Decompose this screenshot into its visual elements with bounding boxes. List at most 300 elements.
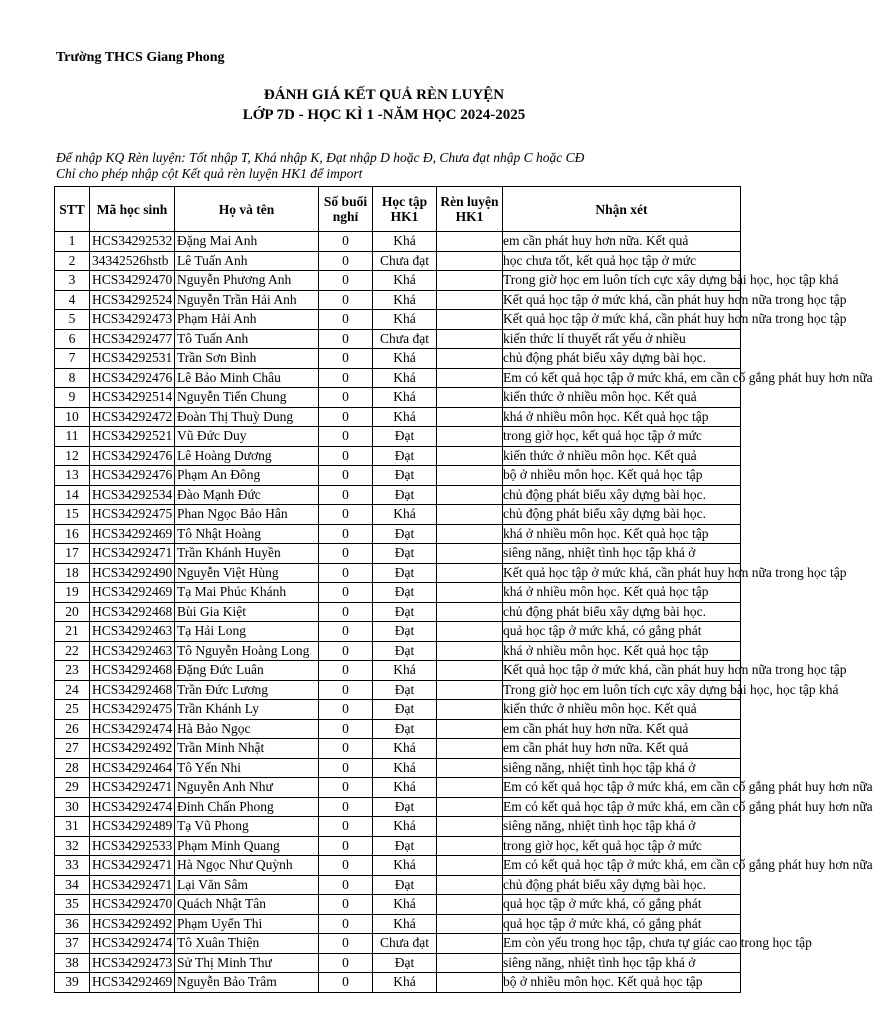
- row-stt: 20: [55, 602, 90, 622]
- row-full-name: Trần Khánh Ly: [175, 700, 319, 720]
- table-row: [55, 505, 741, 525]
- row-study-result: Khá: [373, 739, 437, 759]
- row-student-id: HCS34292489: [90, 817, 175, 837]
- row-conduct-input[interactable]: [437, 934, 503, 954]
- header-comment: Nhận xét: [503, 187, 741, 232]
- row-study-result: Khá: [373, 310, 437, 330]
- row-conduct-input[interactable]: [437, 895, 503, 915]
- row-study-result: Đạt: [373, 563, 437, 583]
- row-absences: 0: [319, 934, 373, 954]
- table-row: [55, 485, 741, 505]
- row-stt: 28: [55, 758, 90, 778]
- row-conduct-input[interactable]: [437, 914, 503, 934]
- row-conduct-input[interactable]: [437, 310, 503, 330]
- row-comment: chủ động phát biểu xây dựng bài học.: [503, 485, 741, 505]
- table-row: [55, 563, 741, 583]
- row-full-name: Trần Minh Nhật: [175, 739, 319, 759]
- row-stt: 3: [55, 271, 90, 291]
- row-comment: quả học tập ở mức khá, có gắng phát: [503, 895, 741, 915]
- row-comment: Em còn yếu trong học tập, chưa tự giác cao trong học tập: [503, 934, 741, 954]
- row-absences: 0: [319, 758, 373, 778]
- row-student-id: HCS34292470: [90, 271, 175, 291]
- row-comment: siêng năng, nhiệt tình học tập khá ở: [503, 817, 741, 837]
- header-absences: Số buổi nghỉ: [319, 187, 373, 232]
- row-absences: 0: [319, 602, 373, 622]
- row-comment: Kết quả học tập ở mức khá, cần phát huy hơn nữa trong học tập: [503, 563, 741, 583]
- row-stt: 17: [55, 544, 90, 564]
- row-full-name: Quách Nhật Tân: [175, 895, 319, 915]
- row-study-result: Đạt: [373, 466, 437, 486]
- row-stt: 13: [55, 466, 90, 486]
- row-absences: 0: [319, 680, 373, 700]
- row-full-name: Tạ Vũ Phong: [175, 817, 319, 837]
- table-row: [55, 251, 741, 271]
- row-study-result: Khá: [373, 388, 437, 408]
- row-comment: quả học tập ở mức khá, có gắng phát: [503, 914, 741, 934]
- row-study-result: Đạt: [373, 485, 437, 505]
- row-stt: 37: [55, 934, 90, 954]
- row-stt: 21: [55, 622, 90, 642]
- row-stt: 26: [55, 719, 90, 739]
- table-row: [55, 680, 741, 700]
- row-study-result: Khá: [373, 368, 437, 388]
- row-student-id: HCS34292473: [90, 953, 175, 973]
- row-student-id: HCS34292469: [90, 524, 175, 544]
- row-comment: siêng năng, nhiệt tình học tập khá ở: [503, 544, 741, 564]
- table-header-row: [55, 187, 741, 232]
- row-student-id: HCS34292464: [90, 758, 175, 778]
- row-comment: Em có kết quả học tập ở mức khá, em cần cố gắng phát huy hơn nữa: [503, 797, 741, 817]
- row-full-name: Tô Yến Nhi: [175, 758, 319, 778]
- row-student-id: HCS34292532: [90, 232, 175, 252]
- row-conduct-input[interactable]: [437, 758, 503, 778]
- row-full-name: Phạm Uyển Thi: [175, 914, 319, 934]
- row-student-id: HCS34292514: [90, 388, 175, 408]
- row-student-id: HCS34292474: [90, 797, 175, 817]
- row-study-result: Khá: [373, 290, 437, 310]
- row-stt: 5: [55, 310, 90, 330]
- row-absences: 0: [319, 875, 373, 895]
- row-conduct-input[interactable]: [437, 778, 503, 798]
- table-row: [55, 953, 741, 973]
- row-study-result: Đạt: [373, 641, 437, 661]
- row-stt: 6: [55, 329, 90, 349]
- table-row: [55, 797, 741, 817]
- row-full-name: Phạm An Đông: [175, 466, 319, 486]
- row-comment: khá ở nhiều môn học. Kết quả học tập: [503, 641, 741, 661]
- row-conduct-input[interactable]: [437, 583, 503, 603]
- row-conduct-input[interactable]: [437, 505, 503, 525]
- table-row: [55, 739, 741, 759]
- table-row: [55, 290, 741, 310]
- row-comment: chủ động phát biểu xây dựng bài học.: [503, 505, 741, 525]
- row-conduct-input[interactable]: [437, 875, 503, 895]
- row-absences: 0: [319, 836, 373, 856]
- row-stt: 39: [55, 973, 90, 993]
- row-full-name: Tạ Hải Long: [175, 622, 319, 642]
- row-comment: khá ở nhiều môn học. Kết quả học tập: [503, 407, 741, 427]
- row-full-name: Sử Thị Minh Thư: [175, 953, 319, 973]
- table-row: [55, 817, 741, 837]
- row-study-result: Khá: [373, 349, 437, 369]
- row-study-result: Khá: [373, 895, 437, 915]
- row-conduct-input[interactable]: [437, 466, 503, 486]
- school-name: Trường THCS Giang Phong: [56, 50, 225, 65]
- row-student-id: HCS34292492: [90, 739, 175, 759]
- row-absences: 0: [319, 329, 373, 349]
- row-absences: 0: [319, 661, 373, 681]
- row-full-name: Trần Đức Lương: [175, 680, 319, 700]
- row-study-result: Khá: [373, 661, 437, 681]
- row-absences: 0: [319, 524, 373, 544]
- row-student-id: HCS34292471: [90, 544, 175, 564]
- row-study-result: Khá: [373, 856, 437, 876]
- row-stt: 30: [55, 797, 90, 817]
- row-absences: 0: [319, 544, 373, 564]
- row-conduct-input[interactable]: [437, 739, 503, 759]
- row-stt: 2: [55, 251, 90, 271]
- row-stt: 16: [55, 524, 90, 544]
- row-full-name: Lại Văn Sâm: [175, 875, 319, 895]
- row-study-result: Đạt: [373, 953, 437, 973]
- table-row: [55, 641, 741, 661]
- row-absences: 0: [319, 817, 373, 837]
- row-full-name: Phan Ngọc Bảo Hân: [175, 505, 319, 525]
- row-stt: 4: [55, 290, 90, 310]
- row-study-result: Đạt: [373, 524, 437, 544]
- table-row: [55, 758, 741, 778]
- row-full-name: Tô Tuấn Anh: [175, 329, 319, 349]
- row-student-id: HCS34292471: [90, 856, 175, 876]
- row-stt: 36: [55, 914, 90, 934]
- row-stt: 38: [55, 953, 90, 973]
- row-student-id: HCS34292469: [90, 973, 175, 993]
- row-stt: 31: [55, 817, 90, 837]
- table-row: [55, 232, 741, 252]
- row-full-name: Nguyễn Phương Anh: [175, 271, 319, 291]
- row-absences: 0: [319, 914, 373, 934]
- table-row: [55, 427, 741, 447]
- row-comment: Em có kết quả học tập ở mức khá, em cần cố gắng phát huy hơn nữa: [503, 778, 741, 798]
- row-comment: Em có kết quả học tập ở mức khá, em cần cố gắng phát huy hơn nữa: [503, 856, 741, 876]
- row-absences: 0: [319, 973, 373, 993]
- row-full-name: Tô Nhật Hoàng: [175, 524, 319, 544]
- row-absences: 0: [319, 583, 373, 603]
- table-row: [55, 349, 741, 369]
- page-title: ĐÁNH GIÁ KẾT QUẢ RÈN LUYỆN: [263, 87, 505, 103]
- row-conduct-input[interactable]: [437, 232, 503, 252]
- row-full-name: Đặng Mai Anh: [175, 232, 319, 252]
- row-absences: 0: [319, 622, 373, 642]
- row-stt: 24: [55, 680, 90, 700]
- row-absences: 0: [319, 388, 373, 408]
- row-absences: 0: [319, 953, 373, 973]
- row-study-result: Đạt: [373, 622, 437, 642]
- row-study-result: Đạt: [373, 680, 437, 700]
- row-conduct-input[interactable]: [437, 856, 503, 876]
- row-absences: 0: [319, 232, 373, 252]
- row-comment: siêng năng, nhiệt tình học tập khá ở: [503, 758, 741, 778]
- table-row: [55, 914, 741, 934]
- import-note: Chỉ cho phép nhập cột Kết quả rèn luyện HK1 để import: [56, 166, 363, 181]
- row-comment: học chưa tốt, kết quả học tập ở mức: [503, 251, 741, 271]
- row-full-name: Đào Mạnh Đức: [175, 485, 319, 505]
- table-row: [55, 583, 741, 603]
- row-student-id: 34342526hstb: [90, 251, 175, 271]
- row-conduct-input[interactable]: [437, 641, 503, 661]
- table-row: [55, 271, 741, 291]
- row-full-name: Lê Bảo Minh Châu: [175, 368, 319, 388]
- table-row: [55, 466, 741, 486]
- row-absences: 0: [319, 368, 373, 388]
- table-row: [55, 895, 741, 915]
- row-comment: Trong giờ học em luôn tích cực xây dựng bài học, học tập khá: [503, 680, 741, 700]
- row-full-name: Nguyễn Bảo Trâm: [175, 973, 319, 993]
- row-full-name: Trần Khánh Huyền: [175, 544, 319, 564]
- row-conduct-input[interactable]: [437, 836, 503, 856]
- row-absences: 0: [319, 271, 373, 291]
- row-comment: kiến thức ở nhiều môn học. Kết quả: [503, 700, 741, 720]
- row-comment: chủ động phát biểu xây dựng bài học.: [503, 875, 741, 895]
- row-comment: Trong giờ học em luôn tích cực xây dựng bài học, học tập khá: [503, 271, 741, 291]
- row-absences: 0: [319, 310, 373, 330]
- row-student-id: HCS34292473: [90, 310, 175, 330]
- row-conduct-input[interactable]: [437, 368, 503, 388]
- row-student-id: HCS34292521: [90, 427, 175, 447]
- table-row: [55, 368, 741, 388]
- row-student-id: HCS34292468: [90, 680, 175, 700]
- row-student-id: HCS34292477: [90, 329, 175, 349]
- row-study-result: Đạt: [373, 700, 437, 720]
- table-row: [55, 524, 741, 544]
- row-full-name: Hà Bảo Ngọc: [175, 719, 319, 739]
- row-conduct-input[interactable]: [437, 700, 503, 720]
- row-stt: 11: [55, 427, 90, 447]
- row-conduct-input[interactable]: [437, 271, 503, 291]
- row-absences: 0: [319, 797, 373, 817]
- row-study-result: Đạt: [373, 836, 437, 856]
- row-stt: 15: [55, 505, 90, 525]
- student-results-table: [54, 186, 873, 993]
- row-conduct-input[interactable]: [437, 622, 503, 642]
- row-student-id: HCS34292475: [90, 505, 175, 525]
- row-comment: kiến thức ở nhiều môn học. Kết quả: [503, 446, 741, 466]
- row-full-name: Tô Nguyễn Hoàng Long: [175, 641, 319, 661]
- table-row: [55, 661, 741, 681]
- row-conduct-input[interactable]: [437, 446, 503, 466]
- row-study-result: Đạt: [373, 427, 437, 447]
- row-student-id: HCS34292468: [90, 661, 175, 681]
- row-absences: 0: [319, 856, 373, 876]
- row-comment: em cần phát huy hơn nữa. Kết quả: [503, 232, 741, 252]
- row-conduct-input[interactable]: [437, 817, 503, 837]
- table-row: [55, 836, 741, 856]
- table-row: [55, 934, 741, 954]
- header-conduct-result: Rèn luyện HK1: [437, 187, 503, 232]
- row-student-id: HCS34292469: [90, 583, 175, 603]
- table-row: [55, 973, 741, 993]
- row-stt: 32: [55, 836, 90, 856]
- row-comment: trong giờ học, kết quả học tập ở mức: [503, 427, 741, 447]
- row-conduct-input[interactable]: [437, 544, 503, 564]
- row-conduct-input[interactable]: [437, 251, 503, 271]
- row-conduct-input[interactable]: [437, 485, 503, 505]
- row-full-name: Phạm Minh Quang: [175, 836, 319, 856]
- row-comment: em cần phát huy hơn nữa. Kết quả: [503, 739, 741, 759]
- row-absences: 0: [319, 719, 373, 739]
- row-absences: 0: [319, 641, 373, 661]
- row-absences: 0: [319, 427, 373, 447]
- table-row: [55, 446, 741, 466]
- row-absences: 0: [319, 485, 373, 505]
- row-comment: chủ động phát biểu xây dựng bài học.: [503, 349, 741, 369]
- row-full-name: Tạ Mai Phúc Khánh: [175, 583, 319, 603]
- row-study-result: Đạt: [373, 875, 437, 895]
- row-absences: 0: [319, 290, 373, 310]
- row-full-name: Đặng Đức Luân: [175, 661, 319, 681]
- row-full-name: Hà Ngọc Như Quỳnh: [175, 856, 319, 876]
- row-conduct-input[interactable]: [437, 602, 503, 622]
- header-stt: STT: [55, 187, 90, 232]
- row-stt: 25: [55, 700, 90, 720]
- row-comment: khá ở nhiều môn học. Kết quả học tập: [503, 524, 741, 544]
- table-row: [55, 622, 741, 642]
- row-absences: 0: [319, 778, 373, 798]
- row-study-result: Đạt: [373, 446, 437, 466]
- row-absences: 0: [319, 700, 373, 720]
- row-comment: kiến thức lí thuyết rất yếu ở nhiều: [503, 329, 741, 349]
- row-student-id: HCS34292490: [90, 563, 175, 583]
- row-student-id: HCS34292476: [90, 446, 175, 466]
- row-study-result: Chưa đạt: [373, 934, 437, 954]
- row-full-name: Lê Hoàng Dương: [175, 446, 319, 466]
- row-full-name: Đoàn Thị Thuỳ Dung: [175, 407, 319, 427]
- row-study-result: Khá: [373, 232, 437, 252]
- row-study-result: Khá: [373, 407, 437, 427]
- row-student-id: HCS34292468: [90, 602, 175, 622]
- row-study-result: Khá: [373, 271, 437, 291]
- table-row: [55, 856, 741, 876]
- row-student-id: HCS34292472: [90, 407, 175, 427]
- row-stt: 12: [55, 446, 90, 466]
- row-conduct-input[interactable]: [437, 953, 503, 973]
- instruction-note: Để nhập KQ Rèn luyện: Tốt nhập T, Khá nhập K, Đạt nhập D hoặc Đ, Chưa đạt nhập C hoặc CĐ: [56, 150, 585, 165]
- row-comment: bộ ở nhiều môn học. Kết quả học tập: [503, 466, 741, 486]
- row-full-name: Nguyễn Tiến Chung: [175, 388, 319, 408]
- row-full-name: Lê Tuấn Anh: [175, 251, 319, 271]
- row-comment: Kết quả học tập ở mức khá, cần phát huy hơn nữa trong học tập: [503, 290, 741, 310]
- table-row: [55, 602, 741, 622]
- row-study-result: Đạt: [373, 602, 437, 622]
- row-full-name: Vũ Đức Duy: [175, 427, 319, 447]
- row-student-id: HCS34292531: [90, 349, 175, 369]
- row-conduct-input[interactable]: [437, 524, 503, 544]
- row-student-id: HCS34292476: [90, 368, 175, 388]
- row-stt: 14: [55, 485, 90, 505]
- table-row: [55, 388, 741, 408]
- row-comment: siêng năng, nhiệt tình học tập khá ở: [503, 953, 741, 973]
- row-student-id: HCS34292476: [90, 466, 175, 486]
- row-conduct-input[interactable]: [437, 973, 503, 993]
- row-student-id: HCS34292475: [90, 700, 175, 720]
- row-conduct-input[interactable]: [437, 427, 503, 447]
- row-student-id: HCS34292524: [90, 290, 175, 310]
- row-conduct-input[interactable]: [437, 407, 503, 427]
- row-full-name: Nguyễn Việt Hùng: [175, 563, 319, 583]
- row-student-id: HCS34292533: [90, 836, 175, 856]
- row-full-name: Tô Xuân Thiện: [175, 934, 319, 954]
- page-subtitle: LỚP 7D - HỌC KÌ 1 -NĂM HỌC 2024-2025: [242, 107, 526, 123]
- row-comment: quả học tập ở mức khá, có gắng phát: [503, 622, 741, 642]
- row-absences: 0: [319, 251, 373, 271]
- row-student-id: HCS34292471: [90, 778, 175, 798]
- row-study-result: Khá: [373, 914, 437, 934]
- row-study-result: Đạt: [373, 544, 437, 564]
- row-comment: chủ động phát biểu xây dựng bài học.: [503, 602, 741, 622]
- row-comment: khá ở nhiều môn học. Kết quả học tập: [503, 583, 741, 603]
- row-absences: 0: [319, 446, 373, 466]
- row-stt: 27: [55, 739, 90, 759]
- row-conduct-input[interactable]: [437, 661, 503, 681]
- row-stt: 22: [55, 641, 90, 661]
- table-row: [55, 407, 741, 427]
- row-absences: 0: [319, 349, 373, 369]
- header-student-id: Mã học sinh: [90, 187, 175, 232]
- row-student-id: HCS34292471: [90, 875, 175, 895]
- row-stt: 18: [55, 563, 90, 583]
- row-study-result: Đạt: [373, 583, 437, 603]
- row-absences: 0: [319, 563, 373, 583]
- row-stt: 1: [55, 232, 90, 252]
- row-study-result: Chưa đạt: [373, 329, 437, 349]
- table-row: [55, 700, 741, 720]
- row-full-name: Bùi Gia Kiệt: [175, 602, 319, 622]
- table-row: [55, 719, 741, 739]
- row-stt: 10: [55, 407, 90, 427]
- row-conduct-input[interactable]: [437, 290, 503, 310]
- row-comment: Kết quả học tập ở mức khá, cần phát huy hơn nữa trong học tập: [503, 310, 741, 330]
- row-absences: 0: [319, 407, 373, 427]
- row-conduct-input[interactable]: [437, 680, 503, 700]
- row-conduct-input[interactable]: [437, 719, 503, 739]
- row-absences: 0: [319, 895, 373, 915]
- row-full-name: Đinh Chấn Phong: [175, 797, 319, 817]
- row-comment: bộ ở nhiều môn học. Kết quả học tập: [503, 973, 741, 993]
- row-conduct-input[interactable]: [437, 329, 503, 349]
- row-conduct-input[interactable]: [437, 797, 503, 817]
- row-student-id: HCS34292463: [90, 641, 175, 661]
- row-conduct-input[interactable]: [437, 349, 503, 369]
- row-student-id: HCS34292470: [90, 895, 175, 915]
- row-stt: 19: [55, 583, 90, 603]
- row-student-id: HCS34292492: [90, 914, 175, 934]
- row-comment: Kết quả học tập ở mức khá, cần phát huy hơn nữa trong học tập: [503, 661, 741, 681]
- row-absences: 0: [319, 739, 373, 759]
- row-study-result: Đạt: [373, 719, 437, 739]
- row-student-id: HCS34292463: [90, 622, 175, 642]
- row-study-result: Đạt: [373, 797, 437, 817]
- header-study-result: Học tập HK1: [373, 187, 437, 232]
- table-row: [55, 310, 741, 330]
- row-stt: 33: [55, 856, 90, 876]
- row-absences: 0: [319, 505, 373, 525]
- table-row: [55, 329, 741, 349]
- row-absences: 0: [319, 466, 373, 486]
- row-conduct-input[interactable]: [437, 388, 503, 408]
- row-study-result: Khá: [373, 758, 437, 778]
- row-conduct-input[interactable]: [437, 563, 503, 583]
- row-study-result: Khá: [373, 973, 437, 993]
